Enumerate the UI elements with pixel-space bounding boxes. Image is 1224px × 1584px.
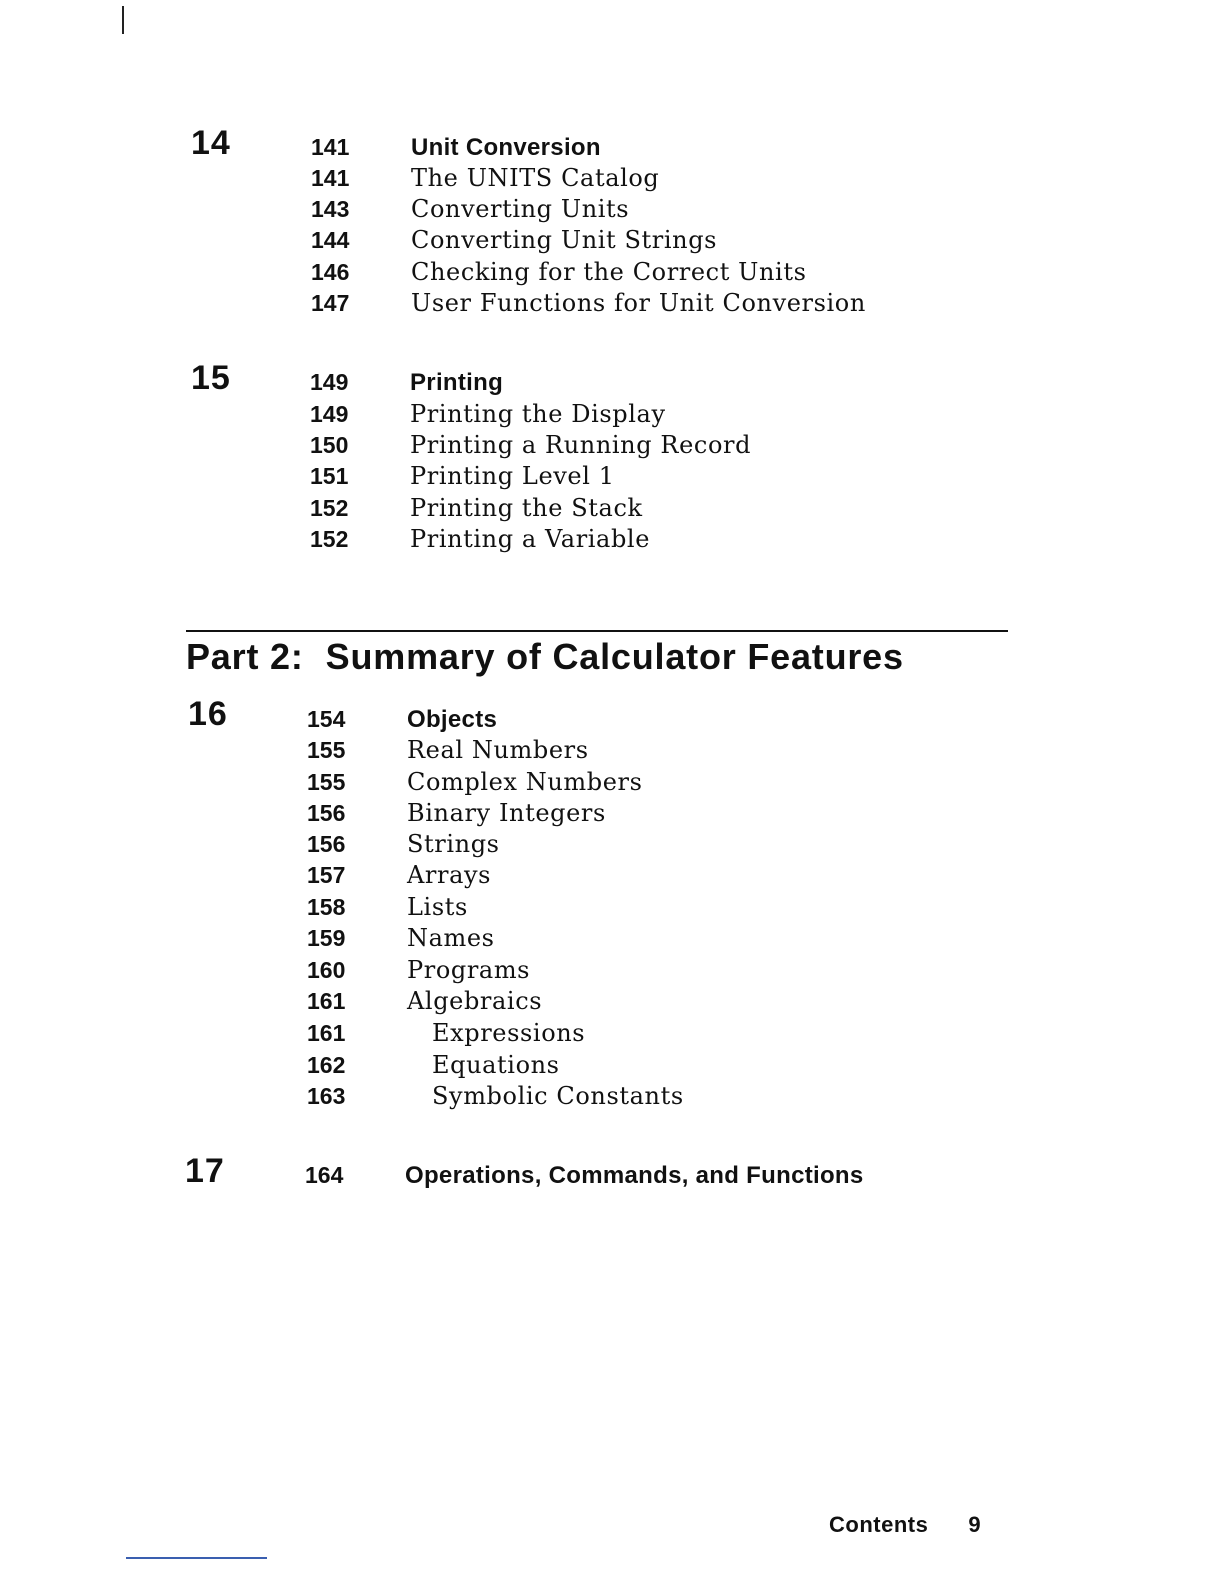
entry-title: Printing Level 1 <box>410 462 615 490</box>
chapter-heading: Objects <box>407 706 498 733</box>
entry-title: Real Numbers <box>407 736 589 764</box>
page-number: 156 <box>307 800 346 826</box>
part-title: Summary of Calculator Features <box>325 636 904 677</box>
page-number: 154 <box>307 706 346 732</box>
page-number: 163 <box>307 1083 346 1109</box>
entry-title: Converting Unit Strings <box>411 226 718 254</box>
page-number: 155 <box>307 769 346 795</box>
entry-title: Printing the Display <box>410 400 666 428</box>
page-number: 150 <box>310 432 349 458</box>
entry-title: Printing the Stack <box>410 494 643 522</box>
footer-page-number: 9 <box>968 1512 982 1537</box>
chapter-number: 17 <box>185 1152 225 1190</box>
crop-mark <box>122 6 124 34</box>
entry-title: Expressions <box>432 1019 586 1047</box>
page-number: 144 <box>311 227 350 253</box>
entry-title: User Functions for Unit Conversion <box>411 289 866 317</box>
entry-title: Complex Numbers <box>407 768 643 796</box>
entry-title: Symbolic Constants <box>432 1082 684 1110</box>
footer-section: Contents <box>829 1512 929 1537</box>
page-number: 149 <box>310 369 349 395</box>
page-number: 160 <box>307 957 346 983</box>
page-number: 151 <box>310 463 349 489</box>
page-number: 143 <box>311 196 350 222</box>
page-number: 146 <box>311 259 350 285</box>
entry-title: Names <box>407 924 495 952</box>
chapter-heading: Unit Conversion <box>411 134 601 161</box>
page-number: 164 <box>305 1162 344 1188</box>
page-number: 159 <box>307 925 346 951</box>
page-number: 141 <box>311 134 350 160</box>
entry-title: Binary Integers <box>407 799 606 827</box>
bottom-rule <box>126 1557 267 1559</box>
entry-title: The UNITS Catalog <box>411 164 660 192</box>
page-number: 152 <box>310 495 349 521</box>
chapter-heading: Operations, Commands, and Functions <box>405 1162 864 1189</box>
entry-title: Algebraics <box>407 987 543 1015</box>
entry-title: Lists <box>407 893 468 921</box>
page-number: 161 <box>307 988 346 1014</box>
chapter-heading: Printing <box>410 369 504 396</box>
chapter-number: 14 <box>191 124 231 162</box>
page-number: 157 <box>307 862 346 888</box>
chapter-number: 16 <box>188 695 228 733</box>
part-label: Part 2: <box>186 636 304 677</box>
page-footer <box>829 1512 981 1538</box>
entry-title: Printing a Running Record <box>410 431 752 459</box>
part-heading <box>186 636 904 678</box>
part-divider <box>186 630 1008 632</box>
page-number: 155 <box>307 737 346 763</box>
entry-title: Programs <box>407 956 531 984</box>
page-number: 152 <box>310 526 349 552</box>
page-number: 161 <box>307 1020 346 1046</box>
page-number: 149 <box>310 401 349 427</box>
entry-title: Arrays <box>407 861 492 889</box>
page-number: 141 <box>311 165 350 191</box>
page-number: 158 <box>307 894 346 920</box>
entry-title: Printing a Variable <box>410 525 650 553</box>
entry-title: Checking for the Correct Units <box>411 258 807 286</box>
page-number: 162 <box>307 1052 346 1078</box>
page-number: 147 <box>311 290 350 316</box>
page-number: 156 <box>307 831 346 857</box>
entry-title: Equations <box>432 1051 560 1079</box>
entry-title: Converting Units <box>411 195 630 223</box>
entry-title: Strings <box>407 830 500 858</box>
chapter-number: 15 <box>191 359 231 397</box>
